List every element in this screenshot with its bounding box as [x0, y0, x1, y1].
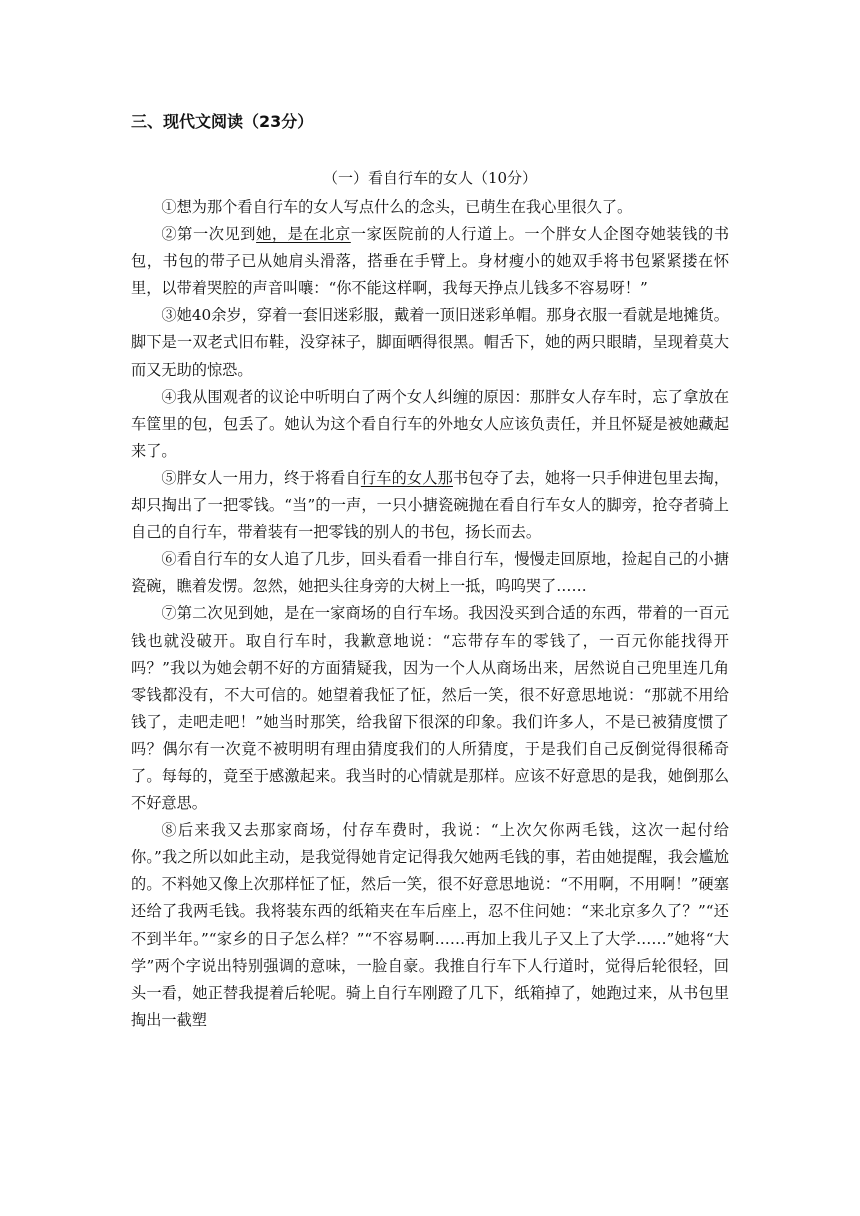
paragraph-text: 书包夺了去，她将一只手伸进包里去掏，却只掏出了一把零钱。“当”的一声，一只小搪瓷碗抛在看自行车女人的脚旁，抢夺者骑上自己的自行车，带着装有一把零钱的别人的书包，扬长而去。: [131, 468, 730, 542]
paragraph-text: ③她40余岁，穿着一套旧迷彩服，戴着一顶旧迷彩单帽。那身衣服一看就是地摊货。脚下是一双老式旧布鞋，没穿袜子，脚面晒得很黑。帽舌下，她的两只眼睛，呈现着莫大而又无助的惊恐。: [131, 306, 729, 379]
article-body: [131, 194, 729, 1034]
paragraph-5: [131, 465, 729, 546]
paragraph-text: ④我从围观者的议论中听明白了两个女人纠缠的原因：那胖女人存车时，忘了拿放在车筐里的包，包丢了。她认为这个看自行车的外地女人应该负责任，并且怀疑是被她藏起来了。: [131, 387, 729, 460]
paragraph-text: ①想为那个看自行车的女人写点什么的念头，已萌生在我心里很久了。: [161, 198, 633, 216]
paragraph-6: [131, 546, 729, 600]
underlined-phrase: 她，是在北京: [256, 225, 351, 244]
paragraph-3: [131, 302, 729, 383]
paragraph-text: ②第一次见到: [161, 225, 257, 244]
paragraph-4: [131, 384, 729, 465]
paragraph-1: [131, 194, 729, 221]
paragraph-text: 一家医院前的人行道上。一个胖女人企图夺她装钱的书包，书包的带子已从她肩头滑落，搭垂在手臂上。身材瘦小的她双手将书包紧紧搂在怀里，以带着哭腔的声音叫嚷：“你不能这样啊，我每天挣点儿钱多不容易呀！”: [131, 225, 730, 298]
paragraph-text: ⑧后来我又去那家商场，付存车费时，我说：“上次欠你两毛钱，这次一起付给你。”我之所以如此主动，是我觉得她肯定记得我欠她两毛钱的事，若由她提醒，我会尴尬的。不料她又像上次那样怔了怔，然后一笑，很不好意思地说：“不用啊，不用啊！”硬塞还给了我两毛钱。我将装东西的纸箱夹在车后座上，忍不住问她：“来北京多久了？”“还不到半年。”“家乡的日子怎么样？”“不容易啊……再加上我儿子又上了大学……”她将“大学”两个字说出特别强调的意味，一脸自豪。我推自行车下人行道时，觉得后轮很轻，回头一看，她正替我提着后轮呢。骑上自行车刚蹬了几下，纸箱掉了，她跑过来，从书包里掏出一截塑: [131, 821, 729, 1029]
underlined-phrase: 行车的女人那: [360, 468, 453, 487]
article-title: （一）看自行车的女人（10分）: [322, 169, 538, 187]
paragraph-7: [131, 600, 729, 817]
paragraph-text: ⑦第二次见到她，是在一家商场的自行车场。我因没买到合适的东西，带着的一百元钱也就没破开。取自行车时，我歉意地说：“忘带存车的零钱了，一百元你能找得开吗？”我以为她会朝不好的方面猜疑我，因为一个人从商场出来，居然说自己兜里连几角零钱都没有，不大可信的。她望着我怔了怔，然后一笑，很不好意思地说：“那就不用给钱了，走吧走吧！”她当时那笑，给我留下很深的印象。我们许多人，不是已被猜度惯了吗？偶尔有一次竟不被明明有理由猜度我们的人所猜度，于是我们自己反倒觉得很稀奇了。每每的，竟至于感激起来。我当时的心情就是那样。应该不好意思的是我，她倒那么不好意思。: [131, 604, 729, 813]
paragraph-8: [131, 817, 729, 1034]
paragraph-text: ⑥看自行车的女人追了几步，回头看看一排自行车，慢慢走回原地，捡起自己的小搪瓷碗，瞧着发愣。忽然，她把头往身旁的大树上一抵，呜呜哭了……: [131, 550, 729, 596]
paragraph-text: ⑤胖女人一用力，终于将看自: [161, 468, 361, 487]
paragraph-2: [131, 221, 729, 302]
section-heading: 三、现代文阅读（23分）: [131, 112, 314, 131]
